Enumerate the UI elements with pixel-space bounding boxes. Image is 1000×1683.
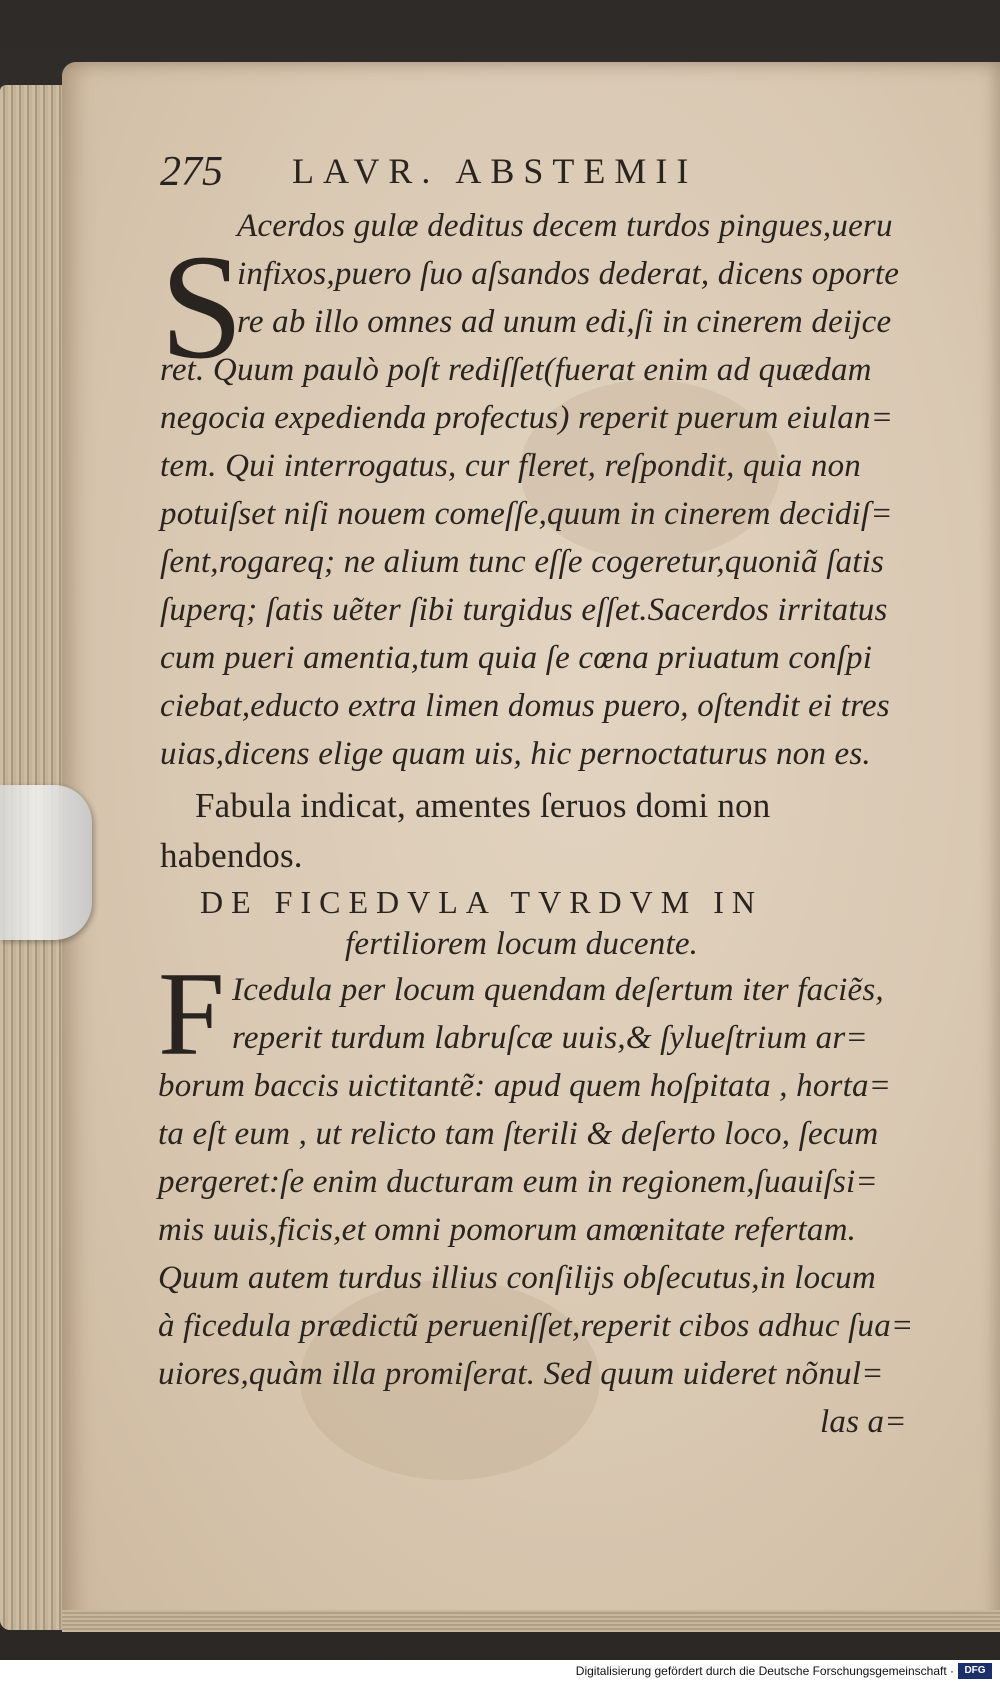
fable-subheading: fertiliorem locum ducente. bbox=[345, 926, 699, 962]
text-line: Quum autem turdus illius conſilijs obſecutus,in locum bbox=[158, 1260, 876, 1296]
book-clip bbox=[0, 785, 92, 940]
text-line: ciebat,educto extra limen domus puero, oſtendit ei tres bbox=[160, 688, 890, 724]
text-line: cum pueri amentia,tum quia ſe cœna priuatum conſpi bbox=[160, 640, 873, 676]
digitization-credit: Digitalisierung gefördert durch die Deutsche Forschungsgemeinschaft · bbox=[575, 1664, 954, 1678]
text-line: Icedula per locum quendam deſertum iter faciẽs, bbox=[232, 972, 884, 1008]
drop-cap: F bbox=[158, 947, 225, 1080]
text-line: potuiſset niſi nouem comeſſe,quum in cinerem decidiſ= bbox=[160, 496, 893, 532]
moral-line: Fabula indicat, amentes ſeruos domi non bbox=[195, 786, 771, 825]
text-line: negocia expedienda profectus) reperit puerum eiulan= bbox=[160, 400, 894, 436]
moral-line: habendos. bbox=[160, 836, 303, 875]
text-line: uias,dicens elige quam uis, hic pernoctaturus non es. bbox=[160, 736, 871, 772]
text-line: Acerdos gulæ deditus decem turdos pingues,ueru bbox=[237, 208, 893, 244]
running-title: LAVR. ABSTEMII bbox=[292, 151, 698, 191]
text-line: ret. Quum paulò poſt rediſſet(fuerat enim ad quædam bbox=[160, 352, 872, 388]
text-line: pergeret:ſe enim ducturam eum in regionem,ſuauiſsi= bbox=[158, 1164, 878, 1200]
text-line: mis uuis,ficis,et omni pomorum amœnitate refertam. bbox=[158, 1212, 857, 1248]
text-line: infixos,puero ſuo aſsandos dederat, dicens oporte bbox=[237, 256, 900, 292]
text-line: uiores,quàm illa promiſerat. Sed quum uideret nõnul= bbox=[158, 1356, 884, 1392]
text-line: reperit turdum labruſcæ uuis,& ſylueſtrium ar= bbox=[232, 1020, 868, 1056]
text-line: borum baccis uictitantẽ: apud quem hoſpitata , horta= bbox=[158, 1068, 892, 1104]
text-line: re ab illo omnes ad unum edi,ſi in cinerem deijce bbox=[237, 304, 892, 340]
text-line: tem. Qui interrogatus, cur fleret, reſpondit, quia non bbox=[160, 448, 861, 484]
page-bottom-edge bbox=[62, 1610, 1000, 1632]
text-line: ta eſt eum , ut relicto tam ſterili & deſerto loco, ſecum bbox=[158, 1116, 879, 1152]
dfg-logo-badge: DFG bbox=[958, 1663, 992, 1679]
page-number: 275 bbox=[160, 149, 223, 195]
text-line: ſuperq; ſatis uẽter ſibi turgidus eſſet.Sacerdos irritatus bbox=[160, 592, 888, 628]
text-line: à ficedula prædictũ perueniſſet,reperit cibos adhuc ſua= bbox=[158, 1308, 914, 1344]
catchword: las a= bbox=[820, 1404, 907, 1440]
fable-heading: DE FICEDVLA TVRDVM IN bbox=[200, 884, 763, 920]
text-line: ſent,rogareq; ne alium tunc eſſe cogeretur,quoniã ſatis bbox=[160, 544, 885, 580]
drop-cap: S bbox=[160, 224, 244, 390]
